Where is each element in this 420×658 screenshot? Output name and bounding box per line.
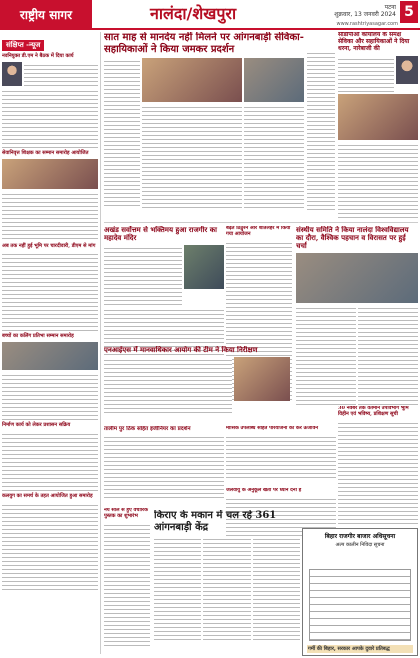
book-body: [104, 522, 150, 648]
nalanda-photo: [296, 253, 418, 303]
brief2-body: [2, 191, 98, 241]
lead-photo-2: [244, 58, 304, 102]
date: शुक्रवार, 13 जनवरी 2024: [334, 11, 396, 18]
protest-headline: तालीम पुर ठिक सहित इंजीनियर का प्रदर्शन: [104, 426, 191, 432]
commission-photo: [234, 357, 290, 401]
mahotsav-headline: अखंड सर्वोत्तम से भक्तिमय हुआ राजगीर का महादेव मंदिर: [104, 226, 217, 243]
brief4-headline: बच्चों का कलिंग प्रतिभा सम्मान समारोह: [2, 333, 74, 340]
climate-headline: जलवायु के अनुकूल खेती पर ध्यान देना है: [226, 488, 302, 493]
lead-photo-1: [142, 58, 242, 102]
commission-story: [104, 346, 290, 426]
lead-body-col2: [142, 104, 242, 208]
mahotsav-photo: [184, 245, 224, 289]
lead-headline: सात माह से मानदेय नहीं मिलने पर आंगनबाड़ी सेविका-सहायिकाओं ने किया जमकर प्रदर्शन: [104, 32, 304, 55]
brief3-headline: अब तक नहीं हुई भूमि पर चारदीवारी, डीएम से मांग: [2, 242, 96, 249]
left-column: [2, 32, 98, 652]
brief1-photo: [2, 62, 22, 86]
lead-story: [104, 32, 304, 232]
anganwadi-headline: किराए के मकान में चल रहे 361 आंगनबाड़ी केंद्र: [154, 510, 277, 533]
nalanda-body-2: [358, 305, 418, 405]
project-story: [226, 426, 336, 486]
right-top-body: [338, 56, 394, 92]
lead-body-col3: [244, 104, 304, 208]
brief5-body: [2, 431, 98, 491]
mahotsav-body: [104, 245, 182, 305]
ad-footer: गर्मी की बिहार, सरकार आपके दुवारे प्रतिबद्ध: [307, 645, 413, 653]
masthead: [0, 0, 420, 28]
right-top-headline: सीडीपीओ कार्यालय के समक्ष सेविका और सहायिकाओं ने दिया धरना, नारेबाजी की: [338, 32, 410, 52]
brief1-headline: नवनियुक्त डी.एम ने बैठक में दिया कार्य: [2, 53, 74, 59]
commission-headline: एनआईएस में मानवाधिकार आयोग की टीम ने किया निरीक्षण: [104, 346, 258, 354]
land-body: [338, 420, 418, 524]
masthead-divider: [0, 28, 420, 30]
column-rule: [100, 32, 101, 654]
right-top-story: [338, 32, 418, 220]
brief1-body: [24, 62, 98, 86]
right-top-portrait: [396, 56, 418, 84]
nalanda-headline: संस्थीय समिति ने किया नालंदा विश्वविद्यालय का दौरा, वैश्विक पहचान व विरासत पर हुई चर्चा: [296, 226, 409, 251]
anganwadi-body-1: [154, 536, 201, 640]
project-body: [226, 434, 336, 480]
dateline: [334, 4, 396, 18]
brief2-photo: [2, 159, 98, 189]
brief6-headline: कलयुग का समर्थ के तहत आयोजित हुआ समारोह: [2, 492, 93, 499]
anganwadi-body-2: [203, 536, 250, 640]
section-divider: [104, 222, 418, 223]
anganwadi-body-3: [253, 536, 300, 640]
brief2-headline: सेवानिवृत्त शिक्षक का सम्मान समारोह आयोजित: [2, 149, 89, 156]
nalanda-story: [296, 226, 418, 406]
brief3-body: [2, 251, 98, 331]
protest-body: [104, 434, 224, 500]
brief4-photo: [2, 342, 98, 370]
protest-story: [104, 426, 224, 506]
nalanda-body-1: [296, 305, 356, 405]
book-headline: नये साल से हुए वैचारिक पुस्तक का शुभारंभ: [104, 508, 148, 519]
paper-name: राष्ट्रीय सागर: [0, 0, 92, 28]
lead-body-col1: [104, 58, 140, 208]
edition-title: नालंदा/शेखपुरा: [150, 4, 237, 23]
tender-advertisement: [302, 528, 418, 656]
brief4-body: [2, 372, 98, 420]
lead-body-col4: [307, 50, 335, 210]
page-number: 5: [400, 1, 418, 23]
anganwadi-story: [154, 510, 300, 654]
brief1-body-cont: [2, 88, 98, 148]
website: www.rashtriyasagar.com: [336, 21, 398, 27]
city: पटना: [384, 4, 396, 11]
ad-table: [309, 569, 411, 641]
brief5-headline: निर्माण कार्य को लेकर प्रशासन सक्रिय: [2, 422, 71, 428]
side-box-headline: बढ़ते ठिठुरन और शीतलहर में किया गया आयोजन: [226, 226, 291, 237]
ad-title: बिहार राजगीर बाजार अधिसूचना: [324, 533, 396, 540]
book-story: [104, 508, 150, 654]
right-top-body-cont: [338, 142, 418, 220]
land-headline: 30 नवंबर तक वर्तमान उपविभाग भूमि विहीन एवं भविष्य, प्रशिक्षण सूची: [338, 406, 409, 417]
right-top-photo: [338, 94, 418, 140]
brief-section-tag: संक्षिप्त -न्यूज: [2, 40, 44, 51]
commission-body: [104, 357, 232, 415]
land-story: [338, 406, 418, 526]
ad-subtitle: अल्प कालीन निविदा सूचना: [335, 542, 385, 548]
brief6-body: [2, 502, 98, 592]
project-headline: मासिक उपलब्धि सहित परियोजना को करें ऊर्जावन: [226, 426, 318, 431]
